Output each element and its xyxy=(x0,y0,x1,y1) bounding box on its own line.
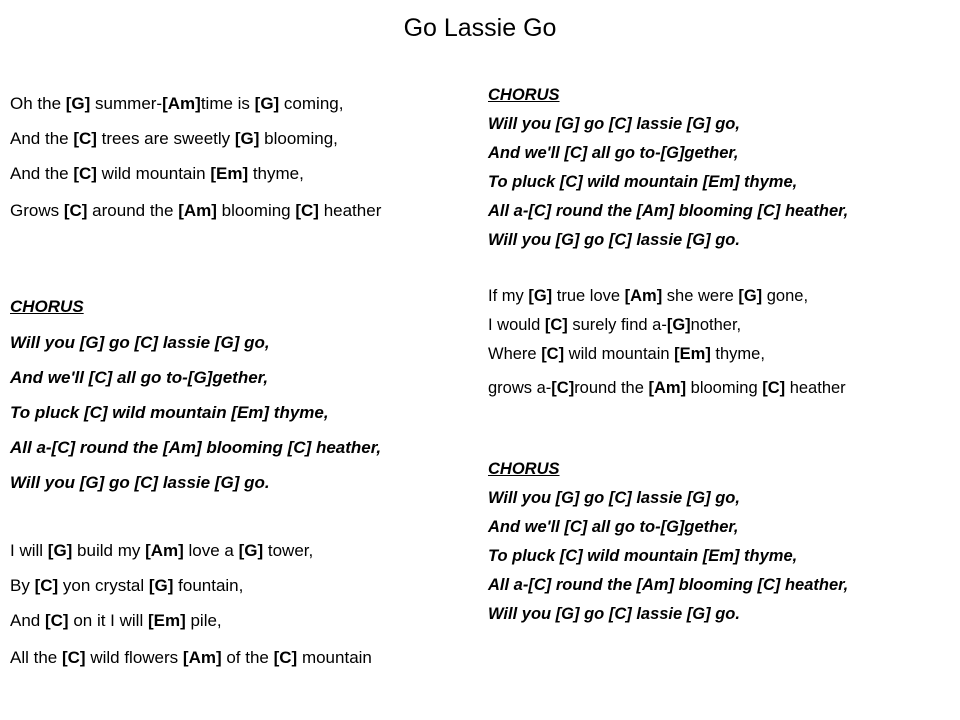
lyric-text: blooming xyxy=(686,379,763,397)
lyric-text: If my xyxy=(488,287,529,305)
lyric-text: nother, xyxy=(690,316,742,334)
chord: [Am] xyxy=(182,648,222,667)
lyric-text: heather xyxy=(785,379,846,397)
lyric-text: By xyxy=(10,576,35,595)
chorus-heading: CHORUS xyxy=(10,297,84,316)
lyric-line xyxy=(488,345,765,364)
lyric-text: grows a- xyxy=(488,379,552,397)
chord: [G] xyxy=(65,94,91,113)
lyric-text: thyme, xyxy=(248,164,304,183)
chord: [G] xyxy=(148,576,174,595)
lyric-text: true love xyxy=(552,287,625,305)
lyric-text: And the xyxy=(10,164,74,183)
page-title: Go Lassie Go xyxy=(403,14,557,42)
chorus-line: Will you [G] go [C] lassie [G] go, xyxy=(488,489,740,507)
lyric-text: she were xyxy=(662,287,739,305)
lyric-line xyxy=(10,541,313,561)
chord: [C] xyxy=(34,576,59,595)
chord: [C] xyxy=(551,379,575,397)
lyric-text: blooming xyxy=(216,201,296,220)
chorus-line: Will you [G] go [C] lassie [G] go. xyxy=(10,473,270,492)
lyric-line xyxy=(488,287,808,306)
lyric-text: heather xyxy=(318,201,382,220)
lyric-text: wild mountain xyxy=(564,345,675,363)
lyric-line xyxy=(10,199,430,223)
lyric-text: around the xyxy=(87,201,179,220)
lyric-line xyxy=(10,164,304,184)
lyric-text: on it I will xyxy=(68,611,148,630)
chord: [C] xyxy=(295,201,319,220)
lyric-text: yon crystal xyxy=(58,576,149,595)
chorus-line: Will you [G] go [C] lassie [G] go. xyxy=(488,605,740,623)
chorus-line: Will you [G] go [C] lassie [G] go. xyxy=(488,231,740,249)
lyric-text: round the xyxy=(574,379,649,397)
lyric-text: Oh the xyxy=(10,94,66,113)
chord: [C] xyxy=(61,648,86,667)
lyric-text: Grows xyxy=(10,201,64,220)
chord: [G] xyxy=(254,94,280,113)
chord: [Em] xyxy=(147,611,186,630)
chord: [C] xyxy=(762,379,786,397)
lyric-text: And the xyxy=(10,129,74,148)
chorus-line: Will you [G] go [C] lassie [G] go, xyxy=(10,333,270,352)
lyric-text: tower, xyxy=(263,541,314,560)
lyric-line xyxy=(10,94,343,114)
lyric-text: I will xyxy=(10,541,48,560)
chorus-line: All a-[C] round the [Am] blooming [C] heather, xyxy=(488,576,849,594)
lyric-text: surely find a- xyxy=(567,316,667,334)
chord: [G] xyxy=(666,316,691,334)
chorus-line: All a-[C] round the [Am] blooming [C] heather, xyxy=(10,438,382,457)
lyric-line xyxy=(10,646,430,670)
lyric-text: coming, xyxy=(279,94,344,113)
chorus-heading: CHORUS xyxy=(488,86,560,104)
lyric-text: time is xyxy=(200,94,255,113)
chorus-heading: CHORUS xyxy=(488,460,560,478)
chorus-line: And we'll [C] all go to-[G]gether, xyxy=(10,368,269,387)
lyric-text: blooming, xyxy=(259,129,338,148)
chord: [Am] xyxy=(162,94,201,113)
lyric-text: pile, xyxy=(185,611,222,630)
chord: [C] xyxy=(544,316,568,334)
lyric-text: I would xyxy=(488,316,545,334)
chord: [G] xyxy=(47,541,73,560)
chord: [C] xyxy=(273,648,298,667)
chord: [C] xyxy=(63,201,88,220)
chord: [Am] xyxy=(648,379,687,397)
chord: [C] xyxy=(44,611,69,630)
chorus-line: And we'll [C] all go to-[G]gether, xyxy=(488,518,739,536)
chord: [G] xyxy=(238,541,264,560)
lyric-line xyxy=(488,316,741,335)
chord: [G] xyxy=(234,129,260,148)
chorus-line: All a-[C] round the [Am] blooming [C] heather, xyxy=(488,202,849,220)
lyric-text: And xyxy=(10,611,45,630)
chorus-line: To pluck [C] wild mountain [Em] thyme, xyxy=(10,403,329,422)
lyric-text: fountain, xyxy=(173,576,244,595)
chord: [Am] xyxy=(178,201,217,220)
lyric-line xyxy=(10,611,222,631)
chord: [G] xyxy=(528,287,553,305)
lyric-text: mountain xyxy=(297,648,372,667)
lyric-line xyxy=(10,576,243,596)
lyric-line xyxy=(488,374,888,403)
chord: [C] xyxy=(73,164,97,183)
chord: [G] xyxy=(738,287,763,305)
chorus-line: And we'll [C] all go to-[G]gether, xyxy=(488,144,739,162)
lyric-text: love a xyxy=(183,541,239,560)
lyric-text: of the xyxy=(221,648,274,667)
chord: [C] xyxy=(541,345,565,363)
lyric-text: build my xyxy=(72,541,146,560)
chord: [Em] xyxy=(674,345,711,363)
lyric-text: summer- xyxy=(90,94,163,113)
lyric-text: gone, xyxy=(762,287,809,305)
chord: [C] xyxy=(73,129,97,148)
chorus-line: Will you [G] go [C] lassie [G] go, xyxy=(488,115,740,133)
chord: [Am] xyxy=(624,287,663,305)
lyric-text: wild flowers xyxy=(85,648,183,667)
lyric-text: thyme, xyxy=(710,345,765,363)
lyric-text: Where xyxy=(488,345,542,363)
chorus-line: To pluck [C] wild mountain [Em] thyme, xyxy=(488,173,798,191)
lyric-text: All the xyxy=(10,648,62,667)
chord: [Am] xyxy=(145,541,184,560)
chord: [Em] xyxy=(210,164,249,183)
lyric-text: wild mountain xyxy=(96,164,211,183)
lyric-text: trees are sweetly xyxy=(96,129,235,148)
chorus-line: To pluck [C] wild mountain [Em] thyme, xyxy=(488,547,798,565)
lyric-line xyxy=(10,129,338,149)
